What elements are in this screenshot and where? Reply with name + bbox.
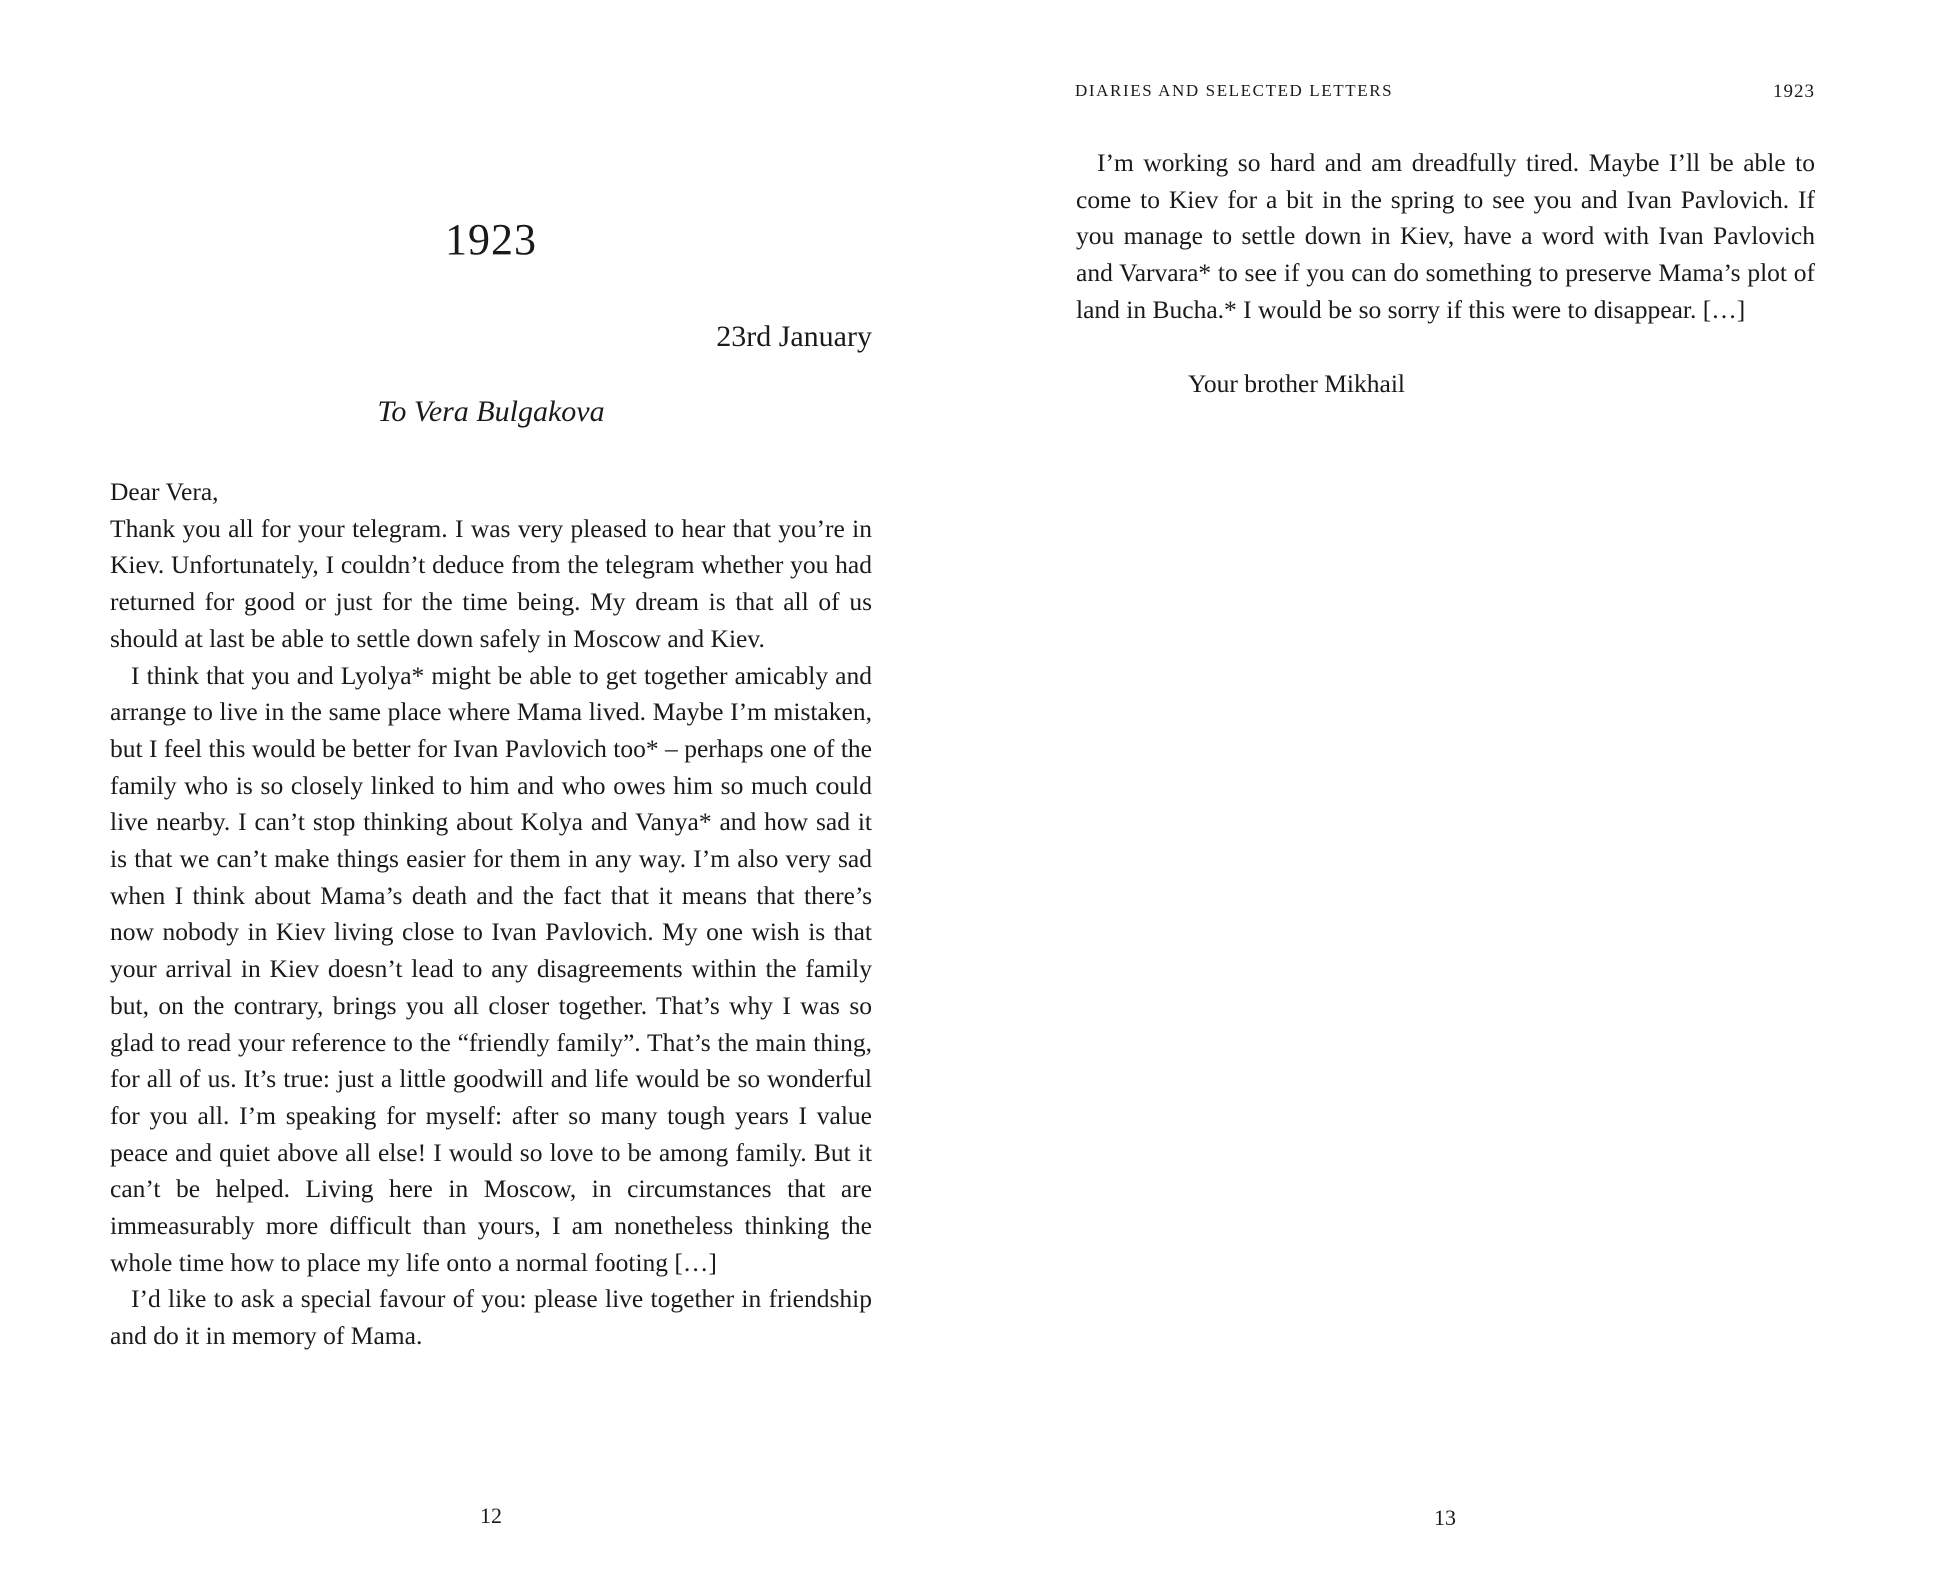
paragraph: I’m working so hard and am dreadfully tired. Maybe I’ll be able to come to Kiev for a bit in the spring to see you and Ivan Pavlovich. If you manage to settle down in Kiev, have a word with Ivan Pavlovich and Varvara* to see if you can do something to preserve Mama’s plot of land in Bucha.* I would be so sorry if this were to disappear. […]	[1076, 148, 1815, 324]
paragraph: Thank you all for your telegram. I was very pleased to hear that you’re in Kiev. Unfortunately, I couldn’t deduce from the telegram whether you had returned for good or just for the time being. My dream is that all of us should at last be able to settle down safely in Moscow and Kiev.	[110, 513, 872, 653]
letter-recipient: To Vera Bulgakova	[377, 395, 605, 428]
salutation: Dear Vera,	[110, 477, 219, 506]
right-page	[973, 0, 1947, 1571]
running-head-year: 1923	[1773, 81, 1815, 102]
page-number: 12	[480, 1503, 502, 1528]
paragraph: I’d like to ask a special favour of you: please live together in friendship and do it in memory of Mama.	[110, 1284, 872, 1351]
page-number: 13	[1434, 1505, 1456, 1530]
letter-body-continued	[1076, 145, 1815, 329]
paragraph: I think that you and Lyolya* might be able to get together amicably and arrange to live in the same place where Mama lived. Maybe I’m mistaken, but I feel this would be better for Ivan Pavlovich too* – perhaps one of the family who is so closely linked to him and who owes him so much could live nearby. I can’t stop thinking about Kolya and Vanya* and how sad it is that we can’t make things easier for them in any way. I’m also very sad when I think about Mama’s death and the fact that it means that there’s now nobody in Kiev living close to Ivan Pavlovich. My one wish is that your arrival in Kiev doesn’t lead to any disagreements within the family but, on the contrary, brings you all closer together. That’s why I was so glad to read your reference to the “friendly family”. That’s the main thing, for all of us. It’s true: just a little goodwill and life would be so wonderful for you all. I’m speaking for myself: after so many tough years I value peace and quiet above all else! I would so love to be among family. But it can’t be helped. Living here in Moscow, in circumstances that are immeasurably more difficult than yours, I am nonetheless thinking the whole time how to place my life onto a normal footing […]	[110, 660, 872, 1277]
year-heading: 1923	[445, 215, 537, 264]
letter-date: 23rd January	[716, 320, 872, 353]
running-head-title: DIARIES AND SELECTED LETTERS	[1075, 81, 1394, 100]
letter-signoff: Your brother Mikhail	[1188, 369, 1405, 398]
left-page	[0, 0, 973, 1571]
letter-body	[110, 474, 872, 1355]
